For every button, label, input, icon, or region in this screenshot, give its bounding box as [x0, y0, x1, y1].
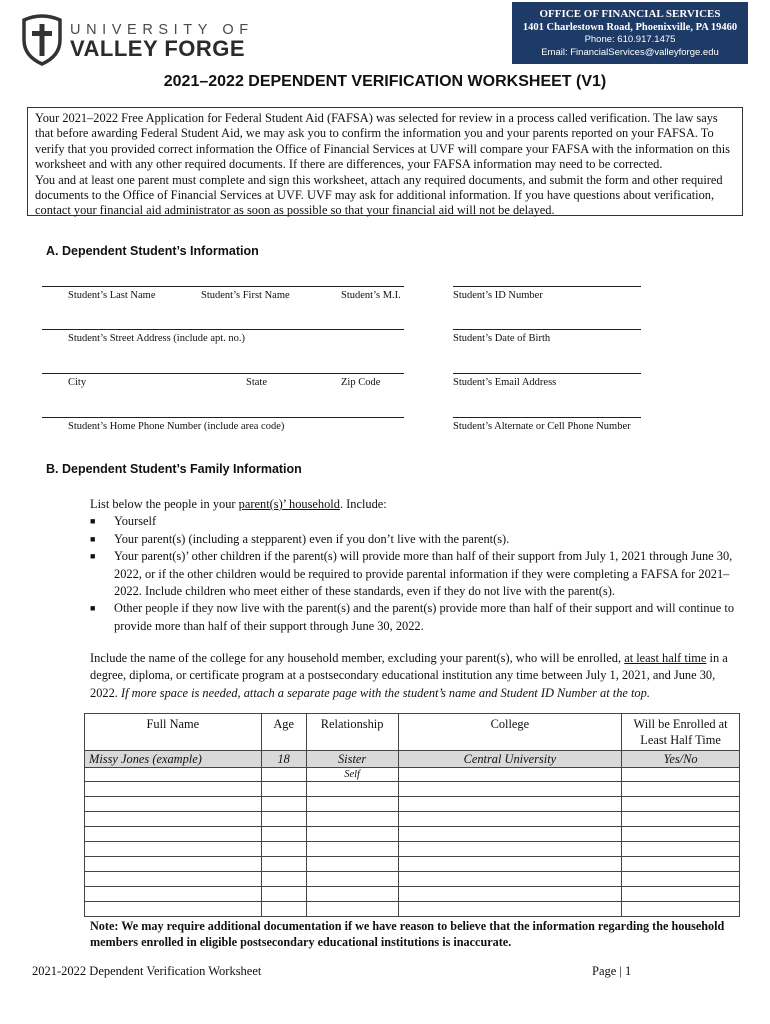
email-line[interactable]	[453, 373, 641, 374]
table-cell[interactable]	[306, 797, 398, 812]
household-table	[84, 713, 740, 917]
section-b-heading: B. Dependent Student’s Family Information	[46, 462, 302, 476]
square-bullet-icon: ■	[90, 516, 96, 527]
list-item	[90, 513, 740, 530]
street-line[interactable]	[42, 329, 404, 330]
table-cell[interactable]	[261, 768, 306, 782]
table-cell[interactable]	[622, 872, 740, 887]
table-row	[85, 812, 740, 827]
table-cell[interactable]	[622, 797, 740, 812]
college-text-end: in a degree, diploma, or certificate program at a postsecondary educational institution any time between July 1, 2021, and June 30, 2022.	[90, 651, 728, 700]
table-cell[interactable]	[622, 768, 740, 782]
household-instructions	[90, 496, 740, 635]
list-item	[90, 548, 740, 600]
college-underlined: at least half time	[624, 651, 707, 665]
office-title: OFFICE OF FINANCIAL SERVICES	[539, 8, 721, 20]
table-cell[interactable]	[622, 902, 740, 917]
self-row	[85, 768, 740, 782]
table-cell[interactable]	[622, 812, 740, 827]
table-cell[interactable]	[306, 812, 398, 827]
table-cell[interactable]	[306, 782, 398, 797]
list-item-text: Your parent(s) (including a stepparent) even if you don’t live with the parent(s).	[114, 531, 510, 546]
include-list	[90, 513, 740, 635]
section-a-heading: A. Dependent Student’s Information	[46, 244, 259, 258]
table-cell[interactable]	[622, 827, 740, 842]
intro-box	[27, 107, 743, 216]
table-row	[85, 887, 740, 902]
table-cell[interactable]	[85, 827, 262, 842]
table-row	[85, 797, 740, 812]
alt-phone-label: Student’s Alternate or Cell Phone Number	[453, 421, 631, 432]
table-cell[interactable]	[306, 902, 398, 917]
table-cell[interactable]	[398, 842, 622, 857]
email-label: Student’s Email Address	[453, 377, 557, 388]
table-cell[interactable]	[85, 887, 262, 902]
table-cell[interactable]	[306, 857, 398, 872]
square-bullet-icon: ■	[90, 533, 96, 544]
first-name-label: Student’s First Name	[201, 290, 290, 301]
dob-line[interactable]	[453, 329, 641, 330]
table-cell[interactable]	[398, 768, 622, 782]
table-cell[interactable]	[85, 797, 262, 812]
table-cell[interactable]	[622, 842, 740, 857]
university-logo	[20, 14, 254, 68]
documentation-note: Note: We may require additional documentation if we have reason to believe that the information regarding the household members enrolled in eligible postsecondary educational institutions is inaccurate.	[90, 919, 725, 949]
list-item-text: Other people if they now live with the parent(s) and the parent(s) provide more than half of their support and will continue to provide more than half of their support through June 30, 2022.	[114, 601, 735, 633]
table-cell[interactable]	[261, 842, 306, 857]
logo-text-top: UNIVERSITY OF	[70, 22, 254, 38]
alt-phone-line[interactable]	[453, 417, 641, 418]
table-row	[85, 902, 740, 917]
dob-label: Student’s Date of Birth	[453, 333, 551, 344]
example-relationship: Sister	[306, 751, 398, 768]
state-label: State	[246, 377, 267, 388]
office-contact-box	[512, 2, 748, 64]
table-cell[interactable]	[261, 797, 306, 812]
footer-title: 2021-2022 Dependent Verification Worksheet	[32, 964, 262, 978]
header-college: College	[398, 714, 622, 751]
table-cell[interactable]	[398, 827, 622, 842]
office-email: Email: FinancialServices@valleyforge.edu	[541, 46, 719, 58]
table-cell[interactable]	[261, 902, 306, 917]
table-row	[85, 827, 740, 842]
example-college: Central University	[398, 751, 622, 768]
table-cell[interactable]	[398, 857, 622, 872]
college-text: Include the name of the college for any household member, excluding your parent(s), who will be enrolled,	[90, 651, 625, 665]
last-name-label: Student’s Last Name	[68, 290, 156, 301]
table-cell[interactable]	[622, 887, 740, 902]
self-relationship: Self	[306, 768, 398, 782]
table-cell[interactable]	[261, 827, 306, 842]
table-cell[interactable]	[398, 872, 622, 887]
table-cell[interactable]	[306, 872, 398, 887]
list-intro	[90, 496, 740, 513]
example-age: 18	[261, 751, 306, 768]
logo-text-bottom: VALLEY FORGE	[70, 36, 246, 61]
example-name: Missy Jones (example)	[85, 751, 262, 768]
id-number-label: Student’s ID Number	[453, 290, 543, 301]
header-relationship: Relationship	[306, 714, 398, 751]
mi-label: Student’s M.I.	[341, 290, 401, 301]
city-label: City	[68, 377, 87, 388]
table-cell[interactable]	[85, 872, 262, 887]
id-number-line[interactable]	[453, 286, 641, 287]
table-cell[interactable]	[261, 782, 306, 797]
header-full-name: Full Name	[85, 714, 262, 751]
list-item-text: Yourself	[114, 514, 157, 529]
header-age: Age	[261, 714, 306, 751]
table-cell[interactable]	[398, 887, 622, 902]
table-cell[interactable]	[85, 782, 262, 797]
table-cell[interactable]	[398, 902, 622, 917]
list-item	[90, 600, 740, 635]
square-bullet-icon: ■	[90, 551, 96, 562]
office-address: 1401 Charlestown Road, Phoenixville, PA 19460	[522, 22, 738, 33]
table-row	[85, 782, 740, 797]
table-cell[interactable]	[85, 857, 262, 872]
page-number: Page | 1	[592, 964, 632, 978]
city-state-zip-line[interactable]	[42, 373, 404, 374]
college-italic-note: If more space is needed, attach a separate page with the student’s name and Student ID Number at the top.	[120, 685, 650, 700]
example-enrolled: Yes/No	[622, 751, 740, 768]
list-intro-underlined: parent(s)’ household	[238, 497, 340, 511]
intro-paragraph-1: Your 2021–2022 Free Application for Federal Student Aid (FAFSA) was selected for review in a process called verification. The law says that before awarding Federal Student Aid, we may ask you to confirm the information you and your parents reported on your FAFSA. To verify that you provided correct information the Office of Financial Services at UVF will compare your FAFSA with the information on this worksheet and with any other required documents. If there are differences, your FAFSA information may need to be corrected.	[35, 111, 730, 172]
table-cell[interactable]	[622, 857, 740, 872]
table-row	[85, 872, 740, 887]
table-cell[interactable]	[398, 812, 622, 827]
table-header-row	[85, 714, 740, 751]
intro-paragraph-2: You and at least one parent must complete and sign this worksheet, attach any required documents, and submit the form and other required documents to the Office of Financial Services at UVF. UVF may ask for additional information. If you have questions about verification, contact your financial aid administrator as soon as possible so that your financial aid will not be delayed.	[35, 172, 723, 218]
list-item	[90, 531, 740, 548]
table-cell[interactable]	[261, 812, 306, 827]
shield-cross-icon	[20, 14, 64, 66]
table-cell[interactable]	[261, 872, 306, 887]
square-bullet-icon: ■	[90, 603, 96, 614]
office-phone: Phone: 610.917.1475	[584, 34, 676, 45]
table-cell[interactable]	[85, 902, 262, 917]
table-cell[interactable]	[261, 887, 306, 902]
home-phone-line[interactable]	[42, 417, 404, 418]
header-enrolled: Will be Enrolled at Least Half Time	[622, 714, 740, 751]
table-cell[interactable]	[85, 812, 262, 827]
college-instructions	[90, 650, 740, 702]
example-row	[85, 751, 740, 768]
name-line[interactable]	[42, 286, 404, 287]
list-intro-text: List below the people in your	[90, 497, 239, 511]
table-cell[interactable]	[398, 797, 622, 812]
table-cell[interactable]	[398, 782, 622, 797]
list-item-text: Your parent(s)’ other children if the parent(s) will provide more than half of their support from July 1, 2021 through June 30, 2022, or if the other children would be required to provide parental information if they were completing a FAFSA for 2021–2022. Include children who meet either of these standards, even if they do not live with the parent(s).	[114, 549, 733, 599]
table-cell[interactable]	[306, 827, 398, 842]
table-cell[interactable]	[85, 768, 262, 782]
table-cell[interactable]	[306, 842, 398, 857]
table-row	[85, 842, 740, 857]
zip-label: Zip Code	[341, 377, 381, 388]
list-intro-end: . Include:	[339, 497, 387, 511]
table-cell[interactable]	[261, 857, 306, 872]
table-row	[85, 857, 740, 872]
table-cell[interactable]	[85, 842, 262, 857]
home-phone-label: Student’s Home Phone Number (include area code)	[68, 421, 285, 432]
table-cell[interactable]	[306, 887, 398, 902]
street-label: Student’s Street Address (include apt. no.)	[68, 333, 246, 344]
table-cell[interactable]	[622, 782, 740, 797]
page-title: 2021–2022 DEPENDENT VERIFICATION WORKSHEET (V1)	[163, 73, 607, 90]
